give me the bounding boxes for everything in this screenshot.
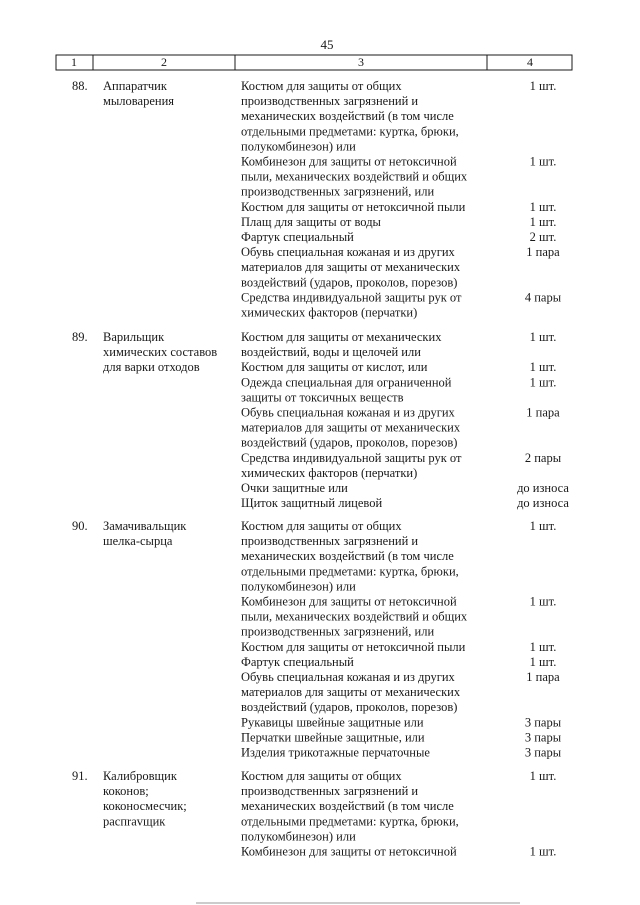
profession-name: Замачивальщик — [103, 519, 187, 533]
column-header-ppe: 3 — [358, 55, 364, 69]
ppe-item-line: воздействий (ударов, проколов, порезов) — [241, 700, 458, 715]
ppe-item-line: Средства индивидуальной защиты рук от — [241, 450, 462, 465]
row-number: 91. — [72, 769, 88, 783]
ppe-item-line: химических факторов (перчатки) — [241, 305, 418, 320]
ppe-item-line: полукомбинезон) или — [241, 579, 356, 594]
ppe-item-line: производственных загрязнений, или — [241, 184, 435, 199]
ppe-item-line: Изделия трикотажные перчаточные — [241, 745, 430, 760]
ppe-item-line: Костюм для защиты от нетоксичной пыли — [241, 639, 466, 654]
issue-norm: 1 шт. — [529, 360, 557, 375]
ppe-item-line: воздействий, воды и щелочей или — [241, 345, 421, 360]
ppe-item-line: Обувь специальная кожаная и из других — [241, 245, 455, 260]
row-number: 89. — [72, 330, 88, 344]
ppe-item-line: воздействий (ударов, проколов, порезов) — [241, 275, 458, 290]
profession-name: Калибровщик — [103, 769, 177, 783]
ppe-item-line: химических факторов (перчатки) — [241, 465, 418, 480]
issue-norm: 1 шт. — [529, 654, 557, 669]
ppe-item-line: полукомбинезон) или — [241, 829, 356, 844]
ppe-item-line: Фартук специальный — [241, 654, 354, 669]
issue-norm: 1 шт. — [529, 844, 557, 859]
ppe-item-line: пыли, механических воздействий и общих — [241, 169, 468, 184]
profession-name: шелка-сырца — [103, 534, 173, 549]
ppe-item-line: защиты от токсичных веществ — [241, 390, 404, 405]
ppe-item-line: Костюм для защиты от общих — [241, 769, 402, 783]
row-number: 88. — [72, 79, 88, 93]
page-number: 45 — [320, 37, 334, 52]
issue-norm: 1 шт. — [529, 154, 557, 169]
column-header-profession: 2 — [161, 55, 167, 69]
issue-norm: 3 пары — [524, 745, 562, 760]
issue-norm: 1 шт. — [529, 199, 557, 214]
ppe-item-line: Одежда специальная для ограниченной — [241, 375, 452, 390]
ppe-item-line: Комбинезон для защиты от нетоксичной — [241, 844, 457, 859]
issue-norm: 1 шт. — [529, 79, 557, 93]
ppe-item-line: производственных загрязнений, или — [241, 624, 435, 639]
ppe-item-line: Щиток защитный лицевой — [241, 496, 383, 511]
profession-name: для варки отходов — [103, 360, 200, 375]
issue-norm: 2 шт. — [529, 230, 557, 244]
ppe-item-line: материалов для защиты от механических — [241, 260, 461, 275]
issue-norm: 1 шт. — [529, 769, 557, 783]
ppe-item-line: Очки защитные или — [241, 481, 348, 495]
ppe-item-line: Обувь специальная кожаная и из других — [241, 670, 455, 684]
ppe-item-line: Плащ для защиты от воды — [241, 214, 381, 229]
ppe-item-line: Костюм для защиты от кислот, или — [241, 360, 428, 375]
issue-norm: 1 пара — [526, 245, 560, 260]
ppe-item-line: Средства индивидуальной защиты рук от — [241, 290, 462, 305]
issue-norm: 1 пара — [526, 670, 560, 684]
ppe-item-line: Рукавицы швейные защитные или — [241, 715, 424, 730]
profession-name: химических составов — [103, 345, 218, 360]
profession-name: коконосмесчик; — [103, 799, 187, 814]
ppe-item-line: отдельными предметами: куртка, брюки, — [241, 564, 459, 579]
ppe-item-line: механических воздействий (в том числе — [241, 109, 454, 124]
issue-norm: 1 шт. — [529, 330, 557, 344]
ppe-item-line: Костюм для защиты от механических — [241, 330, 442, 344]
issue-norm: 1 шт. — [529, 375, 557, 390]
issue-norm: 2 пары — [524, 450, 562, 465]
ppe-item-line: материалов для защиты от механических — [241, 685, 461, 700]
ppe-item-line: материалов для защиты от механических — [241, 420, 461, 435]
column-header-number: 1 — [71, 55, 77, 69]
ppe-item-line: механических воздействий (в том числе — [241, 549, 454, 564]
ppe-item-line: отдельными предметами: куртка, брюки, — [241, 124, 459, 139]
ppe-item-line: производственных загрязнений и — [241, 534, 419, 549]
ppe-item-line: Комбинезон для защиты от нетоксичной — [241, 594, 457, 609]
ppe-item-line: Костюм для защиты от общих — [241, 519, 402, 533]
issue-norm: 1 шт. — [529, 594, 557, 609]
issue-norm: 1 шт. — [529, 639, 557, 654]
issue-norm: до износа — [517, 481, 569, 495]
ppe-item-line: отдельными предметами: куртка, брюки, — [241, 814, 459, 829]
ppe-item-line: механических воздействий (в том числе — [241, 799, 454, 814]
profession-name: распravщик — [103, 814, 166, 829]
ppe-item-line: производственных загрязнений и — [241, 94, 419, 109]
issue-norm: 3 пары — [524, 715, 562, 730]
row-number: 90. — [72, 519, 88, 533]
ppe-item-line: полукомбинезон) или — [241, 139, 356, 154]
ppe-item-line: Комбинезон для защиты от нетоксичной — [241, 154, 457, 169]
issue-norm: 1 пара — [526, 405, 560, 420]
profession-name: коконов; — [103, 784, 149, 799]
profession-name: мыловарения — [103, 94, 175, 109]
issue-norm: 3 пары — [524, 730, 562, 745]
issue-norm: 1 шт. — [529, 519, 557, 533]
ppe-item-line: Фартук специальный — [241, 230, 354, 244]
ppe-item-line: Перчатки швейные защитные, или — [241, 730, 425, 745]
ppe-item-line: Обувь специальная кожаная и из других — [241, 405, 455, 420]
ppe-item-line: пыли, механических воздействий и общих — [241, 609, 468, 624]
column-header-norm: 4 — [527, 55, 533, 69]
issue-norm: 4 пары — [524, 290, 562, 305]
ppe-item-line: производственных загрязнений и — [241, 784, 419, 799]
ppe-item-line: Костюм для защиты от нетоксичной пыли — [241, 199, 466, 214]
profession-name: Варильщик — [103, 330, 165, 344]
profession-name: Аппаратчик — [103, 79, 167, 93]
ppe-item-line: воздействий (ударов, проколов, порезов) — [241, 435, 458, 450]
issue-norm: до износа — [517, 496, 569, 511]
issue-norm: 1 шт. — [529, 214, 557, 229]
ppe-item-line: Костюм для защиты от общих — [241, 79, 402, 93]
